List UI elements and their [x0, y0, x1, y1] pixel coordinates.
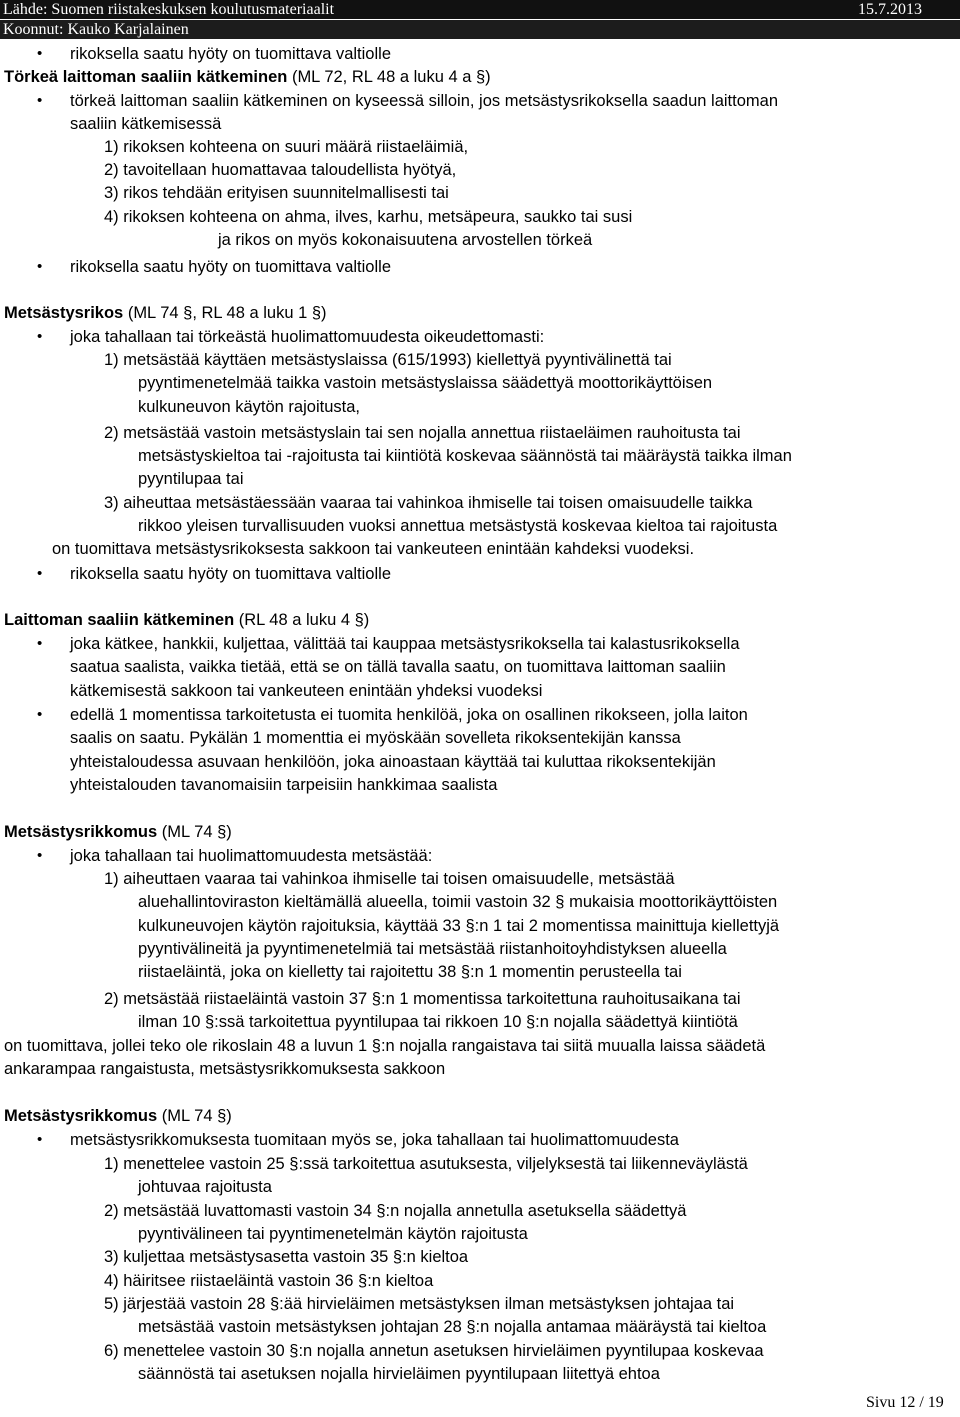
s5-ref: (ML 74 §): [157, 1107, 232, 1125]
s2-item-1-line-1: 1) metsästää käyttäen metsästyslaissa (615/1993) kiellettyä pyyntivälinettä tai: [104, 351, 672, 369]
s1-item-1: 1) rikoksen kohteena on suuri määrä riistaeläimiä,: [104, 138, 469, 156]
s4-item-2-line-1: 2) metsästää riistaeläintä vastoin 37 §:n 1 momentissa tarkoitettuna rauhoitusaikana tai: [104, 990, 741, 1008]
s3-bullet-2-line-1: edellä 1 momentissa tarkoitetusta ei tuomita henkilöä, joka on osallinen rikokseen, jolla laiton: [70, 706, 748, 724]
bullet-icon: •: [37, 847, 43, 864]
bullet-icon: •: [37, 258, 43, 275]
page-label: Sivu: [866, 1394, 900, 1411]
header-author: Koonnut: Kauko Karjalainen: [3, 21, 189, 38]
bullet-icon: •: [37, 565, 43, 582]
s5-item-5-line-1: 5) järjestää vastoin 28 §:ää hirvieläimen metsästyksen ilman metsästyksen johtajaa tai: [104, 1295, 735, 1313]
s4-heading: [4, 822, 232, 842]
s1-item-3: 3) rikos tehdään erityisen suunnitelmallisesti tai: [104, 184, 449, 202]
s3-bullet-1-line-3: kätkemisestä sakkoon tai vankeuteen enintään yhdeksi vuodeksi: [70, 682, 543, 700]
s1-title: Törkeä laittoman saaliin kätkeminen: [4, 68, 288, 86]
s3-bullet-1-line-2: saatua saalista, vaikka tietää, että se on tällä tavalla saatu, on tuomittava laittoman saaliin: [70, 658, 726, 676]
s3-heading: [4, 610, 369, 630]
s2-heading: [4, 303, 327, 323]
s4-item-1-line-3: kulkuneuvojen käytön rajoituksia, käyttää 33 §:n 1 tai 2 momentissa mainittuja kiellettyjä: [138, 917, 780, 935]
s1-heading: [4, 67, 491, 87]
bullet-icon: •: [37, 45, 43, 62]
bullet-icon: •: [37, 1131, 43, 1148]
s4-tail-line-2: ankarampaa rangaistusta, metsästysrikkomuksesta sakkoon: [4, 1060, 446, 1078]
s4-bullet-1: joka tahallaan tai huolimattomuudesta metsästää:: [70, 847, 433, 865]
s2-item-1-line-3: kulkuneuvon käytön rajoitusta,: [138, 398, 360, 416]
page-header: [0, 0, 960, 40]
s5-item-2-line-1: 2) metsästää luvattomasti vastoin 34 §:n nojalla annetulla asetuksella säädettyä: [104, 1202, 687, 1220]
s5-heading: [4, 1106, 232, 1126]
s1-bullet-1-line-2: saaliin kätkemisessä: [70, 115, 222, 133]
s5-item-2-line-2: pyyntivälineen tai pyyntimenetelmän käytön rajoitusta: [138, 1225, 528, 1243]
s2-item-3-line-1: 3) aiheuttaa metsästäessään vaaraa tai vahinkoa ihmiselle tai toisen omaisuudelle taikka: [104, 494, 753, 512]
s4-item-1-line-2: aluehallintoviraston kieltämällä alueella, toimii vastoin 32 § mukaisia moottorikäyttöisten: [138, 893, 778, 911]
s1-item-2: 2) tavoitellaan huomattavaa taloudellista hyötyä,: [104, 161, 457, 179]
s2-title: Metsästysrikos: [4, 304, 124, 322]
page-separator: /: [915, 1394, 928, 1411]
s2-item-1-line-2: pyyntimenetelmää taikka vastoin metsästyslaissa säädettyä moottorikäyttöisen: [138, 374, 713, 392]
bullet-icon: •: [37, 328, 43, 345]
s1-ref: (ML 72, RL 48 a luku 4 a §): [287, 68, 491, 86]
s0-bullet-1: rikoksella saatu hyöty on tuomittava valtiolle: [70, 45, 391, 63]
page-current: 12: [899, 1394, 916, 1411]
s2-sentence: on tuomittava metsästysrikoksesta sakkoon tai vankeuteen enintään kahdeksi vuodeksi.: [52, 540, 695, 558]
s4-title: Metsästysrikkomus: [4, 823, 158, 841]
s4-item-1-line-1: 1) aiheuttaen vaaraa tai vahinkoa ihmiselle tai toisen omaisuudelle, metsästää: [104, 870, 675, 888]
s1-item-4: 4) rikoksen kohteena on ahma, ilves, karhu, metsäpeura, saukko tai susi: [104, 208, 633, 226]
s5-item-6-line-1: 6) menettelee vastoin 30 §:n nojalla annetun asetuksen hirvieläimen pyyntilupaa koskevaa: [104, 1342, 764, 1360]
s4-ref: (ML 74 §): [157, 823, 232, 841]
s2-item-2-line-2: metsästyskieltoa tai -rajoitusta tai kiintiötä koskevaa säännöstä tai määräystä taikka ilman: [138, 447, 792, 465]
s3-title: Laittoman saaliin kätkeminen: [4, 611, 235, 629]
s2-item-3-line-2: rikkoo yleisen turvallisuuden vuoksi annettua metsästystä koskevaa kieltoa tai rajoitusta: [138, 517, 778, 535]
s3-bullet-1-line-1: joka kätkee, hankkii, kuljettaa, välittää tai kauppaa metsästysrikoksella tai kalastusrikoksella: [70, 635, 740, 653]
s5-item-6-line-2: säännöstä tai asetuksen nojalla hirvieläimen pyyntilupaan liitettyä ehtoa: [138, 1365, 660, 1383]
s2-ref: (ML 74 §, RL 48 a luku 1 §): [123, 304, 327, 322]
s5-item-4: 4) häiritsee riistaeläintä vastoin 36 §:n kieltoa: [104, 1272, 434, 1290]
s2-bullet-2: rikoksella saatu hyöty on tuomittava valtiolle: [70, 565, 391, 583]
s2-bullet-1: joka tahallaan tai törkeästä huolimattomuudesta oikeudettomasti:: [70, 328, 545, 346]
bullet-icon: •: [37, 92, 43, 109]
s4-item-2-line-2: ilman 10 §:ssä tarkoitettua pyyntilupaa tai rikkoen 10 §:n nojalla säädettyä kiintiötä: [138, 1013, 738, 1031]
s1-bullet-2: rikoksella saatu hyöty on tuomittava valtiolle: [70, 258, 391, 276]
s3-bullet-2-line-4: yhteistalouden tavanomaisiin tarpeisiin hankkimaa saalista: [70, 776, 498, 794]
s5-item-1-line-1: 1) menettelee vastoin 25 §:ssä tarkoitettua asutuksesta, viljelyksestä tai liikenneväylästä: [104, 1155, 748, 1173]
s1-bullet-1-line-1: törkeä laittoman saaliin kätkeminen on kyseessä silloin, jos metsästysrikoksella saadun laittoman: [70, 92, 779, 110]
page-footer: [866, 1394, 944, 1412]
s5-item-3: 3) kuljettaa metsästysasetta vastoin 35 §:n kieltoa: [104, 1248, 469, 1266]
bullet-icon: •: [37, 706, 43, 723]
s4-tail-line-1: on tuomittava, jollei teko ole rikoslain 48 a luvun 1 §:n nojalla rangaistava tai siitä muualla laissa säädetä: [4, 1037, 766, 1055]
page-total: 19: [927, 1394, 944, 1411]
s4-item-1-line-4: pyyntivälineitä ja pyyntimenetelmiä tai metsästää riistanhoitoyhdistyksen alueella: [138, 940, 727, 958]
s5-title: Metsästysrikkomus: [4, 1107, 158, 1125]
bullet-icon: •: [37, 635, 43, 652]
s3-ref: (RL 48 a luku 4 §): [234, 611, 370, 629]
s2-item-2-line-1: 2) metsästää vastoin metsästyslain tai sen nojalla annettua riistaeläimen rauhoitusta tai: [104, 424, 741, 442]
header-source: Lähde: Suomen riistakeskuksen koulutusmateriaalit: [3, 1, 335, 18]
s1-item-4-cont: ja rikos on myös kokonaisuutena arvostellen törkeä: [218, 231, 593, 249]
s2-item-2-line-3: pyyntilupaa tai: [138, 470, 244, 488]
s5-bullet-1: metsästysrikkomuksesta tuomitaan myös se, joka tahallaan tai huolimattomuudesta: [70, 1131, 679, 1149]
s5-item-1-line-2: johtuvaa rajoitusta: [138, 1178, 272, 1196]
s5-item-5-line-2: metsästää vastoin metsästyksen johtajan 28 §:n nojalla antamaa määräystä tai kieltoa: [138, 1318, 767, 1336]
s4-item-1-line-5: riistaeläintä, joka on kielletty tai rajoitettu 38 §:n 1 momentin perusteella tai: [138, 963, 682, 981]
s3-bullet-2-line-3: yhteistaloudessa asuvaan henkilöön, joka ainoastaan käyttää tai kuluttaa rikoksentekijän: [70, 753, 716, 771]
header-date: 15.7.2013: [858, 1, 922, 18]
s3-bullet-2-line-2: saalis on saatu. Pykälän 1 momenttia ei myöskään sovelleta rikoksentekijän kanssa: [70, 729, 681, 747]
